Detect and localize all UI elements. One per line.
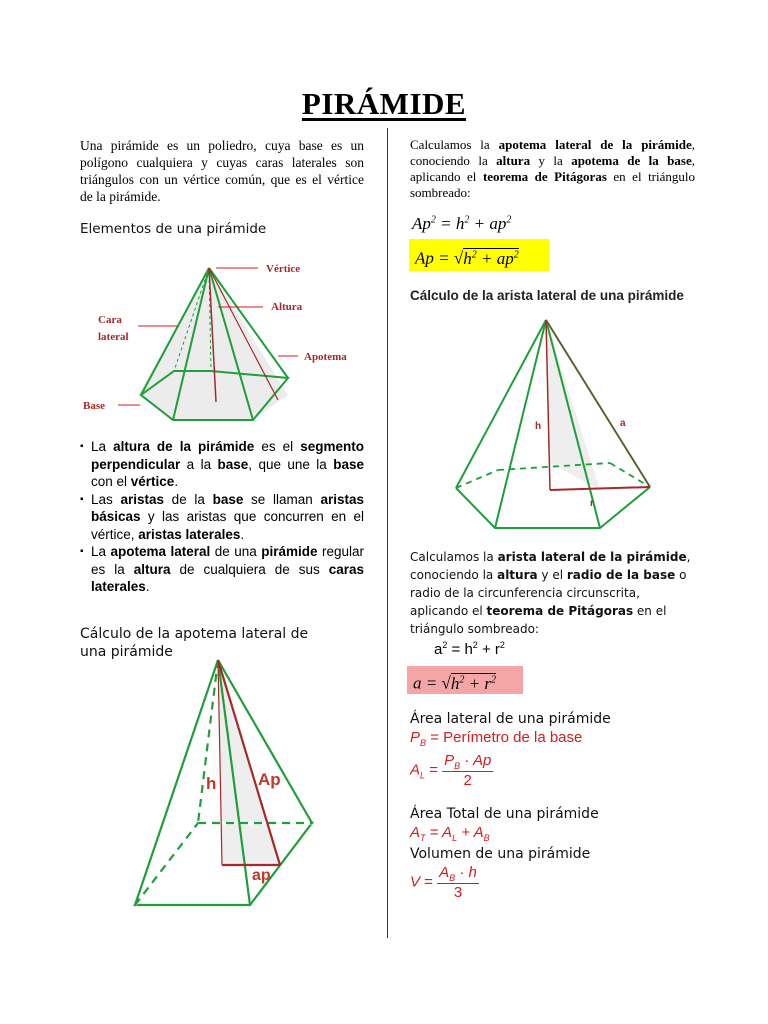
label-h: h [535, 421, 542, 432]
label-a: a [620, 418, 626, 429]
area-lateral-heading: Área lateral de una pirámide [410, 711, 611, 727]
volumen-heading: Volumen de una pirámide [410, 846, 591, 862]
intro-paragraph: Una pirámide es un poliedro, cuya base es un polígono cualquiera y cuyas caras laterales son triángulos con un vértice común, que es el vértice de la pirámide. [80, 138, 364, 204]
formula-apotema-squared: $Ap^2 = h^2 + ap^2$ [412, 214, 512, 233]
list-item: ▪ Las aristas de la base se llaman aristas básicas y las aristas que concurren en el vértice, aristas laterales. [80, 491, 364, 544]
hidden-lateral-edge [198, 660, 218, 823]
hidden-base-edge [610, 463, 650, 487]
apotema-diagram [120, 655, 320, 910]
arista-diagram [450, 315, 660, 535]
apotema-explanation: Calculamos la apotema lateral de la pirámide, conociendo la altura y la apotema de la base, aplicando el teorema de Pitágoras en el triángulo sombreado: [410, 137, 696, 200]
radius-line [550, 487, 650, 490]
apotema-heading-line1: Cálculo de la apotema lateral de [80, 626, 309, 642]
label-ap: ap [252, 867, 271, 884]
formula-area-lateral: $A_L$ = $\frac{P_B \cdot Ap}{2}$ [410, 752, 492, 789]
label-h: h [206, 774, 217, 793]
formula-volumen: V = $\frac{A_B \cdot h}{3}$ [410, 864, 477, 901]
base-front-edges [456, 487, 650, 528]
label-base: Base [83, 400, 105, 412]
page-title: PIRÁMIDE [301, 86, 467, 121]
apotema-heading-line2: una pirámide [80, 644, 173, 660]
list-item: ▪ La altura de la pirámide es el segmento perpendicular a la base, que une la base con el vértice. [80, 438, 364, 491]
hidden-base-edge [456, 470, 498, 488]
label-apotema: Apotema [304, 351, 347, 363]
label-vertice: Vértice [266, 263, 301, 275]
arista-explanation: Calculamos la arista lateral de la pirámide, conociendo la altura y el radio de la base o radio de la circunferencia circunscrita, aplicando el teorema de Pitágoras en el triángulo sombreado: [410, 550, 691, 636]
label-lateral: lateral [98, 331, 129, 343]
label-Ap: Ap [258, 770, 281, 789]
label-r: r [590, 498, 594, 509]
list-item: ▪ La apotema lateral de una pirámide regular es la altura de cualquiera de sus caras laterales. [80, 543, 364, 596]
arista-heading: Cálculo de la arista lateral de una pirámide [410, 288, 684, 303]
formula-apotema-root: $Ap = √h^2 + ap^2$ [409, 239, 549, 271]
label-cara: Cara [98, 314, 122, 326]
formula-arista-root: $a = √h^2 + r^2$ [407, 666, 523, 694]
formula-perimetro: $P_B$ = Perímetro de la base [410, 729, 583, 748]
label-altura: Altura [271, 301, 303, 313]
elements-diagram [78, 250, 378, 430]
elements-heading: Elementos de una pirámide [80, 221, 267, 237]
lateral-edge [456, 320, 546, 488]
shaded-triangle [546, 320, 600, 490]
column-divider [387, 128, 388, 938]
definitions-list [80, 438, 364, 596]
formula-arista-squared: $a^2 = h^2 + r^2$ [434, 640, 505, 658]
formula-area-total: $A_T = A_L + A_B$ [410, 824, 490, 843]
area-total-heading: Área Total de una pirámide [410, 806, 599, 822]
